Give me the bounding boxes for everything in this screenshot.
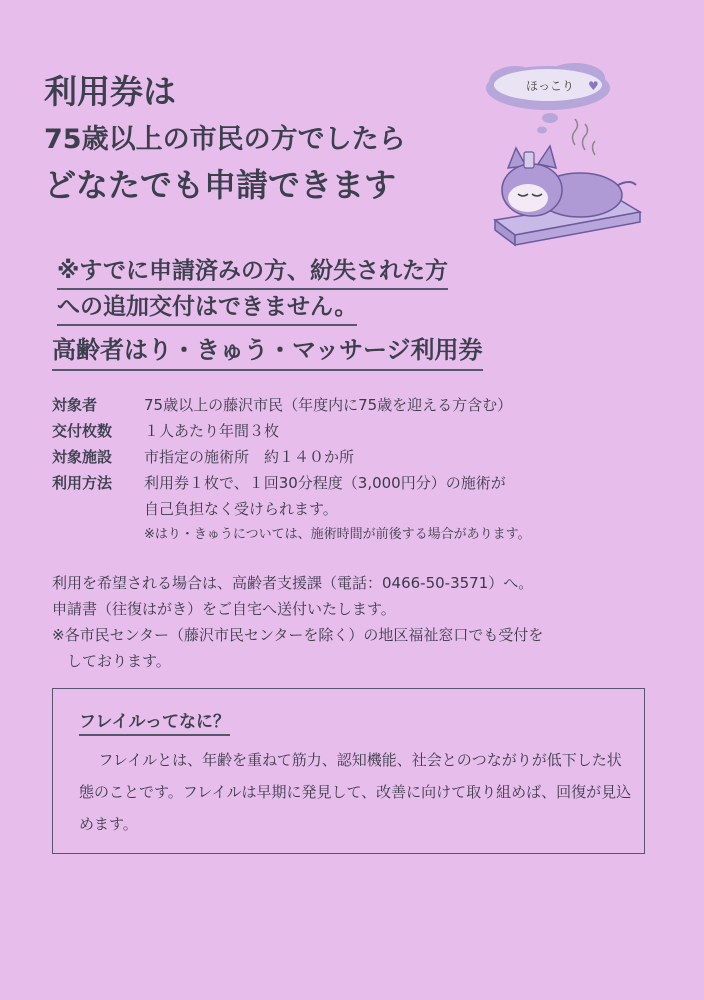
notice-line-2: への追加交付はできません。 xyxy=(57,292,357,326)
application-info xyxy=(52,570,662,674)
section-title: 高齢者はり・きゅう・マッサージ利用券 xyxy=(52,330,483,371)
detail-row-method xyxy=(52,470,662,496)
thought-cloud xyxy=(486,63,610,134)
application-line-2: 申請書（往復はがき）をご自宅へ送付いたします。 xyxy=(52,600,396,618)
application-line-1: 利用を希望される場合は、高齢者支援課（電話：0466-50-3571）へ。 xyxy=(52,574,534,592)
detail-row-count xyxy=(52,418,662,444)
method-note: ※はり・きゅうについては、施術時間が前後する場合があります。 xyxy=(144,527,531,542)
facility-label: 対象施設 xyxy=(52,448,113,466)
frailty-info-box xyxy=(52,688,645,854)
frailty-title: フレイルってなに？ xyxy=(79,707,230,736)
mascot-tail xyxy=(618,182,636,185)
facility-value: 市指定の施術所 約１４０か所 xyxy=(144,448,355,466)
target-label: 対象者 xyxy=(52,396,98,414)
target-value: 75歳以上の藤沢市民（年度内に75歳を迎える方含む） xyxy=(144,396,513,414)
headline xyxy=(44,72,406,204)
count-label: 交付枚数 xyxy=(52,422,113,440)
count-value: １人あたり年間３枚 xyxy=(144,422,280,440)
headline-line-2: 75歳以上の市民の方でしたら xyxy=(44,123,406,155)
application-line-3: ※各市民センター（藤沢市民センターを除く）の地区福祉窓口でも受付を xyxy=(52,626,544,644)
steam-lines xyxy=(573,119,596,155)
detail-row-target xyxy=(52,392,662,418)
sleeping-mascot-illustration xyxy=(480,60,645,250)
method-value-1: 利用券１枚で、１回30分程度（3,000円分）の施術が xyxy=(144,474,506,492)
frailty-body: フレイルとは、年齢を重ねて筋力、認知機能、社会とのつながりが低下した状態のことです。フレイルは早期に発見して、改善に向けて取り組めば、回復が見込めます。 xyxy=(79,751,632,833)
details-list xyxy=(52,392,662,548)
headline-line-3: どなたでも申請できます xyxy=(44,165,397,204)
notice-line-1: ※すでに申請済みの方、紛失された方 xyxy=(57,256,448,290)
detail-row-facility xyxy=(52,444,662,470)
headline-line-1: 利用券は xyxy=(44,72,176,111)
method-value-2: 自己負担なく受けられます。 xyxy=(144,500,338,518)
notice xyxy=(57,256,557,328)
application-line-4: しております。 xyxy=(52,652,171,670)
mascot-head xyxy=(502,146,562,216)
bubble-text: ほっこり xyxy=(526,79,575,93)
heart-icon: ♥ xyxy=(588,79,599,93)
method-label: 利用方法 xyxy=(52,474,113,492)
